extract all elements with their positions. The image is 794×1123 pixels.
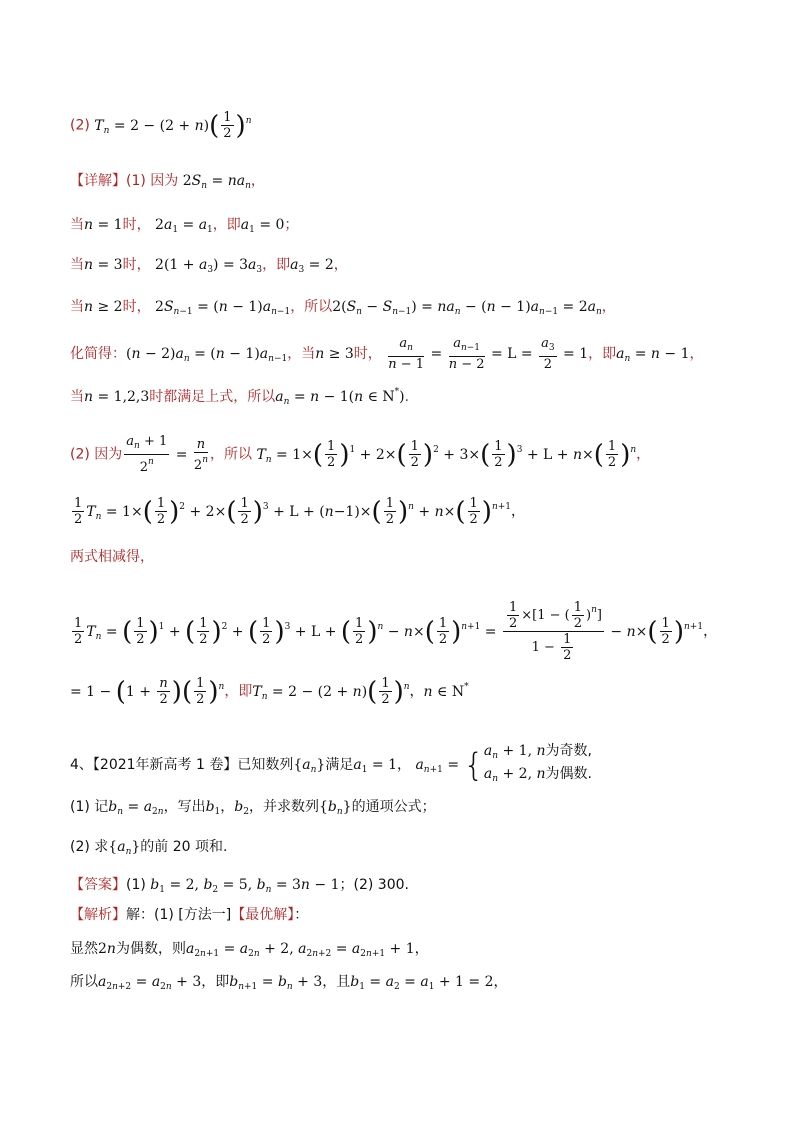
- text: 当: [70, 257, 84, 273]
- line-2: 【详解】(1) 因为 $2S_n = na_n$，: [70, 173, 265, 191]
- line-12: = 1 − (1 + $\frac{n}{2}$ )( $\frac{1}{2}$ )$^n$，即$T_n = 2 - (2 + n)$( $\frac{1}{2}$ )$^n$，n ∈ N*: [70, 676, 469, 707]
- solution-line-2: 显然2n为偶数，则$a_{2n+1} = a_{2n} + 2$, $a_{2n+2} = a_{2n+1} + 1$，: [70, 941, 429, 959]
- text: ，即: [201, 974, 230, 990]
- text: 所以: [70, 974, 98, 990]
- question-4: 4、【2021年新高考 1 卷】已知数列$\{a_n\}$满足$a_1 = 1$， $a_{n+1}$ = { $a_n + 1$, n为奇数, $a_n + 2$, n为偶数.: [70, 742, 592, 788]
- best-solution-tag: 【最优解】: [231, 907, 295, 923]
- text: 解：(1) [方法一]: [126, 907, 232, 923]
- text: 当: [70, 389, 84, 405]
- part-label: (2): [70, 117, 90, 134]
- text: 满足: [325, 757, 354, 773]
- text: ，并求数列: [248, 799, 319, 815]
- text: 时，: [122, 299, 151, 315]
- text: (1) 因为: [126, 173, 179, 189]
- solution-line: 【解析】解：(1) [方法一]【最优解】：: [70, 907, 309, 923]
- text: ，即: [212, 217, 241, 233]
- text: ，且: [322, 974, 351, 990]
- detail-tag: 【详解】: [70, 173, 126, 189]
- text: 为偶数，则: [115, 941, 186, 957]
- line-8: (2) 因为 $\frac{a_n + 1}{2^n}$ = $\frac{n}{2^n}$ ，所以 $T_n = 1\times$( $\frac{1}{2}$ )$^1$ + 2×( $\frac{1}{2}$ )$^2$ + 3×( $\frac{1}{2}$ )$^3$ + L + n×( $\frac{1}{2}$ )$^n$，: [70, 434, 651, 475]
- line-3: 当n = 1时， $2a_1 = a_1$，即$a_1 = 0$；: [70, 217, 299, 235]
- question-4-part-1: (1) 记$b_n = a_{2n}$，写出$b_1$，$b_2$，并求数列$\{b_n\}$的通项公式；: [70, 799, 436, 817]
- question-title: 4、【2021年新高考 1 卷】已知数列: [70, 757, 294, 773]
- text: (2) 求: [70, 839, 109, 855]
- text: 当: [70, 299, 84, 315]
- text: 当: [70, 217, 84, 233]
- line-7: 当n = 1,2,3时都满足上式，所以$a_n = n - 1(n$ ∈ N*).: [70, 387, 410, 407]
- solution-line-3: 所以$a_{2n+2} = a_{2n} + 3$，即$b_{n+1} = b_n + 3$，且$b_1 = a_2 = a_1 + 1 = 2$，: [70, 974, 508, 992]
- text: (1): [126, 877, 146, 893]
- text: 的通项公式；: [351, 799, 436, 815]
- line-1: [70, 110, 252, 141]
- formula: $2S_n = na_n$: [182, 173, 251, 191]
- line-5: 当n ≥ 2时， $2S_{n-1} = (n - 1)a_{n-1}$，所以$2(S_n - S_{n-1}) = na_n - (n - 1)a_{n-1} = 2a_n$，: [70, 299, 616, 317]
- text: 时，: [353, 346, 382, 362]
- text: ，即: [588, 346, 617, 362]
- line-6: 化简得：$(n - 2)a_n = (n - 1)a_{n-1}$，当n ≥ 3时， $\frac{a_n}{n - 1}$ = $\frac{a_{n-1}}{n - 2}$ = L = $\frac{a_3}{2}$ = 1，即$a_n = n - 1$，: [70, 336, 704, 372]
- piecewise: $a_n + 1$, n为奇数, $a_n + 2$, n为偶数.: [483, 743, 592, 784]
- text: (1) 记: [70, 799, 109, 815]
- text: ；(2) 300.: [339, 877, 409, 893]
- text: (2) 因为: [70, 446, 123, 463]
- answer-tag: 【答案】: [70, 877, 126, 893]
- text: ，写出: [163, 799, 206, 815]
- text: 时，: [122, 217, 151, 233]
- solution-tag: 【解析】: [70, 907, 126, 923]
- text: ，当: [287, 346, 316, 362]
- line-4: 当n = 3时， $2(1 + a_3) = 3a_3$，即$a_3 = 2$，: [70, 257, 348, 275]
- text: ，即: [262, 257, 291, 273]
- line-9: $\frac{1}{2}$ $T_n = 1\times$( $\frac{1}{2}$ )$^2$ + 2×( $\frac{1}{2}$ )$^3$ + L + (n−1)×( $\frac{1}{2}$ )$^n$ + n×( $\frac{1}{2}$ )$^{n+1}$，: [74, 496, 526, 527]
- text: 时都满足上式，所以: [149, 389, 276, 405]
- text: ，即: [224, 683, 253, 700]
- line-10: 两式相减得，: [70, 549, 154, 565]
- text: 的前 20 项和.: [140, 839, 228, 855]
- text: 化简得：: [70, 346, 126, 362]
- question-4-part-2: (2) 求$\{a_n\}$的前 20 项和.: [70, 839, 228, 857]
- text: ，所以: [290, 299, 333, 315]
- formula: $T_n = 2 - (2 + n)$( $\frac{1}{2}$ )$^n$: [94, 110, 252, 141]
- answer-line: 【答案】(1) $b_1 = 2$, $b_2 = 5$, $b_n = 3n - 1$；(2) 300.: [70, 877, 409, 895]
- text: 显然: [70, 941, 98, 957]
- line-11: $\frac{1}{2}$ $T_n$ = ( $\frac{1}{2}$ )$^1$ + ( $\frac{1}{2}$ )$^2$ + ( $\frac{1}{2}$ )$^3$ + L + ( $\frac{1}{2}$ )$^n$ − n×( $\frac{1}{2}$ )$^{n+1}$ = $\frac{1}{2}$ ×[1 − ( $\frac{1}{2}$ )$^n$] 1 − $\frac{1}{2}$ − n×( $\frac{1}{2}$ )$^{n+1}$，: [74, 600, 718, 663]
- text: ，所以: [210, 446, 252, 463]
- text: 时，: [122, 257, 151, 273]
